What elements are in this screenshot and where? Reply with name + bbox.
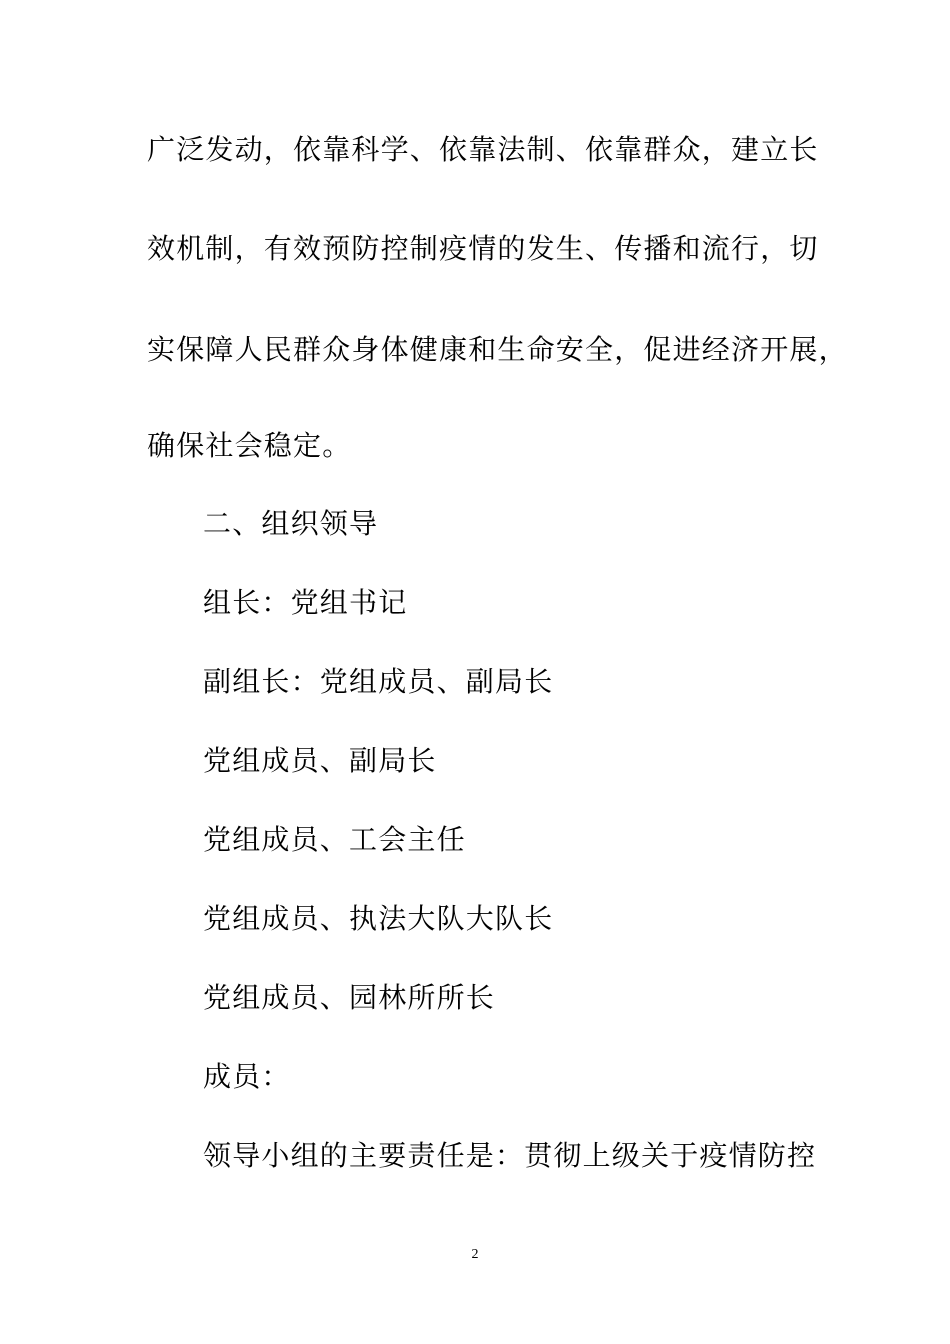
body-text-line: 实保障人民群众身体健康和生命安全，促进经济开展， [147, 333, 848, 366]
responsibility-line: 领导小组的主要责任是：贯彻上级关于疫情防控 [203, 1139, 817, 1172]
deputy-line: 党组成员、副局长 [203, 744, 437, 777]
leader-line: 组长：党组书记 [203, 586, 408, 619]
deputy-line: 党组成员、执法大队大队长 [203, 902, 554, 935]
members-line: 成员： [203, 1060, 291, 1093]
page-number: 2 [471, 1247, 479, 1262]
section-heading: 二、组织领导 [203, 507, 379, 540]
deputy-line: 党组成员、工会主任 [203, 823, 466, 856]
deputy-leader-line: 副组长：党组成员、副局长 [203, 665, 554, 698]
body-text-line: 广泛发动，依靠科学、依靠法制、依靠群众，建立长 [147, 133, 819, 166]
deputy-line: 党组成员、园林所所长 [203, 981, 496, 1014]
body-text-line: 效机制，有效预防控制疫情的发生、传播和流行，切 [147, 232, 819, 265]
body-text-line: 确保社会稳定。 [147, 429, 352, 462]
